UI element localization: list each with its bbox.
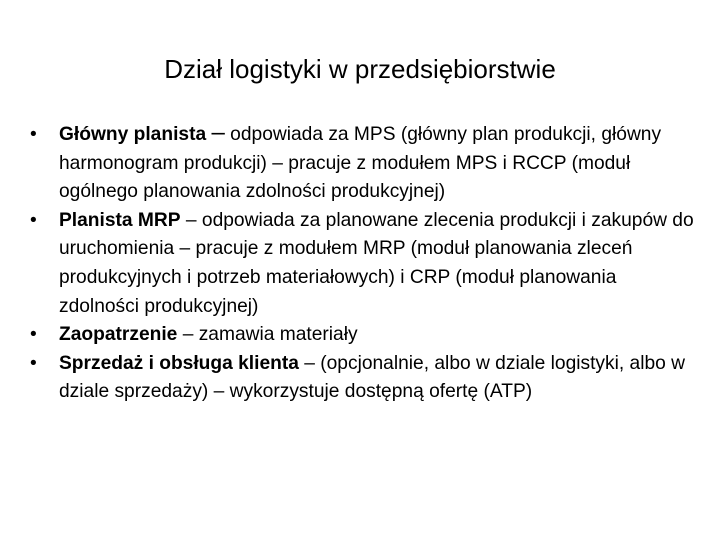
bullet-item-sprzedaz [30, 350, 700, 407]
bullet-item-planista-mrp [30, 207, 700, 321]
bullet-lead: Główny planista [59, 124, 207, 145]
bullet-separator: – [211, 119, 225, 146]
bullet-text: odpowiada za MPS (główny plan produkcji, główny harmonogram produkcji) – pracuje z modułem MPS i RCCP (moduł ogólnego planowania zdolności produkcyjnej) [59, 124, 662, 203]
bullet-dot-icon: • [30, 124, 37, 145]
bullet-item-zaopatrzenie [30, 321, 700, 350]
bullet-text: (opcjonalnie, albo w dziale logistyki, albo w dziale sprzedaży) – wykorzystuje dostępną ofertę (ATP) [59, 352, 686, 403]
bullet-item-glowny-planista [30, 121, 700, 207]
bullet-text: odpowiada za planowane zlecenia produkcji i zakupów do uruchomienia – pracuje z modułem MRP (moduł planowania zleceń produkcyjnych i potrzeb materiałowych) i CRP (moduł planowania zdolności produkcyjnej) [59, 209, 694, 317]
bullet-dot-icon: • [30, 352, 37, 374]
bullet-separator: – [180, 209, 202, 231]
bullet-dot-icon: • [30, 209, 37, 231]
bullet-lead: Sprzedaż i obsługa klienta [59, 352, 299, 374]
bullet-lead: Zaopatrzenie [59, 324, 178, 346]
bullet-text: zamawia materiały [198, 324, 358, 346]
bullet-lead: Planista MRP [59, 209, 181, 231]
slide-title: Dział logistyki w przedsiębiorstwie [164, 54, 556, 84]
bullet-dot-icon: • [30, 324, 37, 346]
bullet-separator: – [298, 352, 321, 374]
bullet-separator: – [177, 324, 199, 346]
bullet-list [30, 121, 700, 407]
